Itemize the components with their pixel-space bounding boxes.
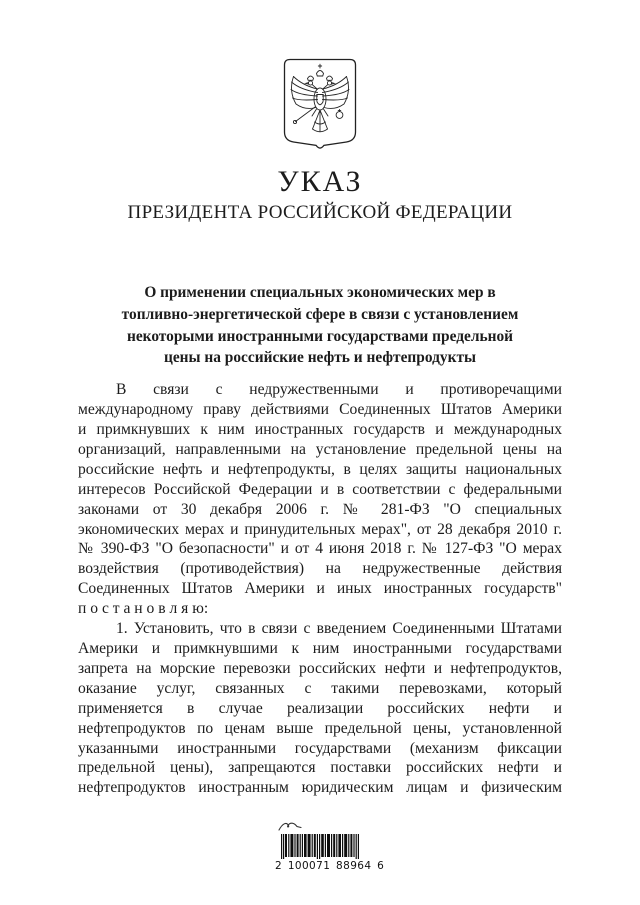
body-line: указанными иностранными государствами (механизм фиксации [78, 739, 562, 757]
decree-subtitle: ПРЕЗИДЕНТА РОССИЙСКОЙ ФЕДЕРАЦИИ [127, 202, 513, 223]
body-line: 1. Установить, что в связи с введением Соединенными Штатами [116, 620, 562, 638]
body-line: организаций, направленными на установление предельной цены на [78, 440, 562, 458]
decree-body [78, 380, 562, 798]
body-line: применяется в случае реализации российских нефти и [78, 699, 562, 717]
body-line: международному праву действиями Соединенных Штатов Америки [78, 401, 562, 419]
body-line: и примкнувших к ним иностранных государств и международных [78, 421, 562, 438]
body-line: п о с т а н о в л я ю: [78, 600, 209, 618]
body-line: российские нефть и нефтепродукты, в целях защиты национальных [78, 460, 562, 478]
body-line: Соединенных Штатов Америки и иных иностранных государств" [78, 580, 562, 598]
barcode-digits: 2 100071 88964 6 [275, 860, 385, 873]
body-line: законами от 30 декабря 2006 г. № 281-ФЗ "О специальных [78, 500, 562, 518]
body-line: оказание услуг, связанных с такими перевозками, который [78, 679, 562, 697]
body-line: предельной цены), запрещаются поставки российских нефти и [78, 759, 562, 777]
body-line: № 390-ФЗ "О безопасности" и от 4 июня 2018 г. № 127-ФЗ "О мерах [78, 540, 562, 558]
subject-line: топливно-энергетической сфере в связи с установлением [121, 305, 519, 323]
decree-title: УКАЗ [277, 165, 363, 198]
body-line: Америки и примкнувшими к ним иностранными государствами [78, 639, 562, 657]
body-line: В связи с недружественными и противоречащими [116, 381, 562, 399]
body-line: нефтепродуктов по ценам выше предельной цены, установленной [78, 719, 562, 737]
barcode-bars-icon [281, 834, 359, 859]
decree-subject [85, 282, 555, 369]
handwritten-mark-icon [277, 820, 303, 833]
body-line: экономических мерах и принудительных мерах", от 28 декабря 2010 г. [78, 520, 562, 538]
barcode [275, 820, 385, 873]
subject-line: цены на российские нефть и нефтепродукты [163, 349, 477, 367]
body-line: запрета на морские перевозки российских нефти и нефтепродуктов, [78, 659, 562, 677]
body-line: интересов Российской Федерации и в соответствии с федеральными [78, 480, 562, 498]
body-line: воздействия (противодействия) на недружественные действия [78, 560, 562, 578]
russia-coat-of-arms-icon [283, 58, 357, 152]
subject-line: некоторыми иностранными государствами предельной [126, 327, 514, 345]
body-line: нефтепродуктов иностранным юридическим лицам и физическим [78, 779, 562, 797]
subject-line: О применении специальных экономических мер в [144, 284, 496, 301]
